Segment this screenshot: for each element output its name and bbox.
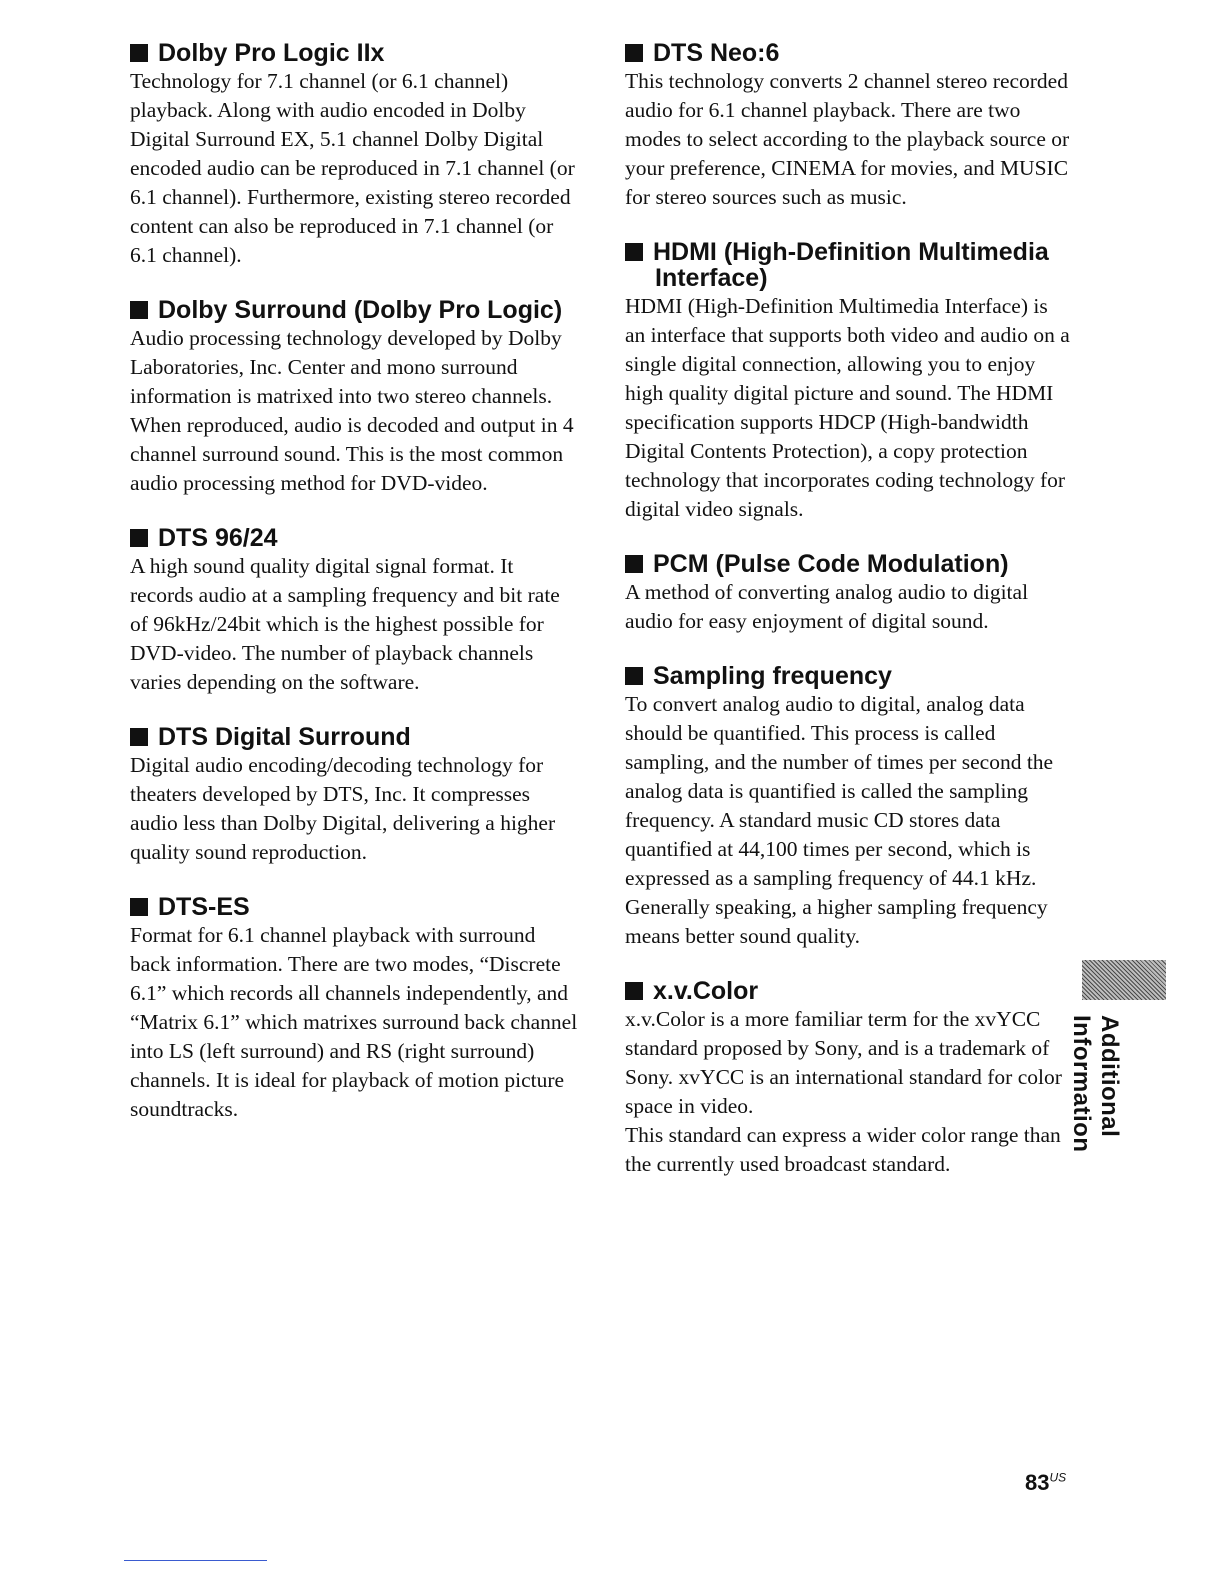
heading-text: DTS 96/24 [158, 524, 278, 552]
section-heading [130, 894, 580, 920]
heading-text: DTS-ES [158, 893, 250, 921]
section-heading [130, 525, 580, 551]
heading-text: DTS Digital Surround [158, 723, 411, 751]
section-heading [625, 40, 1070, 66]
section-heading [625, 239, 1070, 291]
square-bullet-icon [625, 555, 643, 573]
square-bullet-icon [130, 529, 148, 547]
section-body: This technology converts 2 channel stereo recorded audio for 6.1 channel playback. There are two modes to select according to the playback source or your preference, CINEMA for movies, and MUSIC for stereo sources such as music. [625, 69, 1070, 209]
section-body: A method of converting analog audio to digital audio for easy enjoyment of digital sound. [625, 580, 1029, 633]
heading-text: Sampling frequency [653, 662, 892, 690]
glossary-entry-dts-neo-6 [625, 40, 1070, 212]
heading-text: DTS Neo:6 [653, 39, 780, 67]
section-heading [130, 297, 580, 323]
square-bullet-icon [625, 982, 643, 1000]
right-column [625, 40, 1070, 1179]
square-bullet-icon [625, 243, 643, 261]
section-heading [625, 978, 1070, 1004]
glossary-entry-pcm [625, 551, 1070, 636]
heading-text: PCM (Pulse Code Modulation) [653, 550, 1009, 578]
section-body: x.v.Color is a more familiar term for the xvYCC standard proposed by Sony, and is a trademark of Sony. xvYCC is an international standard for color space in video. [625, 1007, 1062, 1118]
square-bullet-icon [625, 44, 643, 62]
square-bullet-icon [130, 301, 148, 319]
section-body: Audio processing technology developed by Dolby Laboratories, Inc. Center and mono surround information is matrixed into two stereo channels. When reproduced, audio is decoded and output in 4 channel surround sound. This is the most common audio processing method for DVD-video. [130, 326, 574, 495]
section-heading [130, 40, 580, 66]
heading-text: Dolby Surround (Dolby Pro Logic) [158, 296, 563, 324]
glossary-entry-sampling-frequency [625, 663, 1070, 951]
square-bullet-icon [130, 728, 148, 746]
heading-text: HDMI (High-Definition Multimedia Interface) [653, 238, 1049, 292]
chapter-tab-label: Additional Information [1068, 1015, 1123, 1153]
glossary-entry-dolby-surround [130, 297, 580, 498]
section-heading [130, 724, 580, 750]
glossary-entry-dts-digital-surround [130, 724, 580, 867]
section-heading [625, 663, 1070, 689]
glossary-entry-dolby-pro-logic-iix [130, 40, 580, 270]
section-body-continued: This standard can express a wider color range than the currently used broadcast standard. [625, 1123, 1061, 1176]
section-body: A high sound quality digital signal format. It records audio at a sampling frequency and bit rate of 96kHz/24bit which is the highest possible for DVD-video. The number of playback channels varies depending on the software. [130, 554, 560, 694]
section-body: Technology for 7.1 channel (or 6.1 channel) playback. Along with audio encoded in Dolby Digital Surround EX, 5.1 channel Dolby Digital encoded audio can be reproduced in 7.1 channel (or 6.1 channel). Furthermore, existing stereo recorded content can also be reproduced in 7.1 channel (or 6.1 channel). [130, 69, 575, 267]
chapter-tab-marker [1082, 960, 1166, 1000]
section-body: Format for 6.1 channel playback with surround back information. There are two modes, “Discrete 6.1” which records all channels independently, and “Matrix 6.1” which matrixes surround back channel into LS (left surround) and RS (right surround) channels. It is ideal for playback of motion picture soundtracks. [130, 923, 578, 1121]
square-bullet-icon [130, 898, 148, 916]
page-number-value: 83 [1025, 1470, 1050, 1495]
glossary-entry-hdmi [625, 239, 1070, 524]
glossary-entry-dts-es [130, 894, 580, 1124]
section-body: HDMI (High-Definition Multimedia Interface) is an interface that supports both video and audio on a single digital connection, allowing you to enjoy high quality digital picture and sound. The HDMI specification supports HDCP (High-bandwidth Digital Contents Protection), a copy protection technology that incorporates coding technology for digital video signals. [625, 294, 1070, 521]
square-bullet-icon [130, 44, 148, 62]
heading-text: Dolby Pro Logic IIx [158, 39, 385, 67]
heading-text: x.v.Color [653, 977, 759, 1005]
page-number [1025, 1470, 1066, 1496]
square-bullet-icon [625, 667, 643, 685]
page-number-suffix: US [1049, 1470, 1067, 1485]
section-heading [625, 551, 1070, 577]
section-body: To convert analog audio to digital, analog data should be quantified. This process is called sampling, and the number of times per second the analog data is quantified is called the sampling frequency. A standard music CD stores data quantified at 44,100 times per second, which is expressed as a sampling frequency of 44.1 kHz. Generally speaking, a higher sampling frequency means better sound quality. [625, 692, 1054, 948]
left-column [130, 40, 580, 1124]
footnote-divider [124, 1560, 267, 1561]
glossary-entry-dts-96-24 [130, 525, 580, 697]
glossary-entry-xv-color [625, 978, 1070, 1179]
section-body: Digital audio encoding/decoding technology for theaters developed by DTS, Inc. It compresses audio less than Dolby Digital, delivering a higher quality sound reproduction. [130, 753, 556, 864]
